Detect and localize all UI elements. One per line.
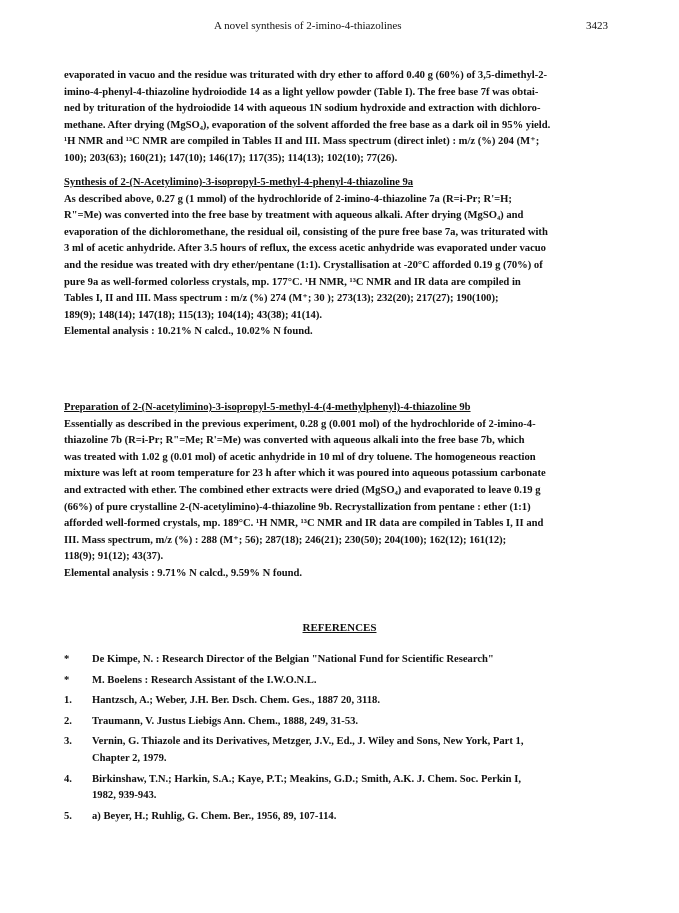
text-line: 3 ml of acetic anhydride. After 3.5 hours of reflux, the excess acetic anhydride was evaporated under vacuo: [64, 243, 546, 255]
reference-marker: 4.: [64, 773, 72, 785]
text-line: evaporated in vacuo and the residue was triturated with dry ether to afford 0.40 g (60%) of 3,5-dimethyl-2-: [64, 70, 548, 81]
running-head: [0, 20, 679, 36]
reference-marker: *: [64, 654, 70, 665]
page-number: 3423: [586, 20, 608, 32]
reference-text: Traumann, V. Justus Liebigs Ann. Chem., 1888, 249, 31-53.: [92, 715, 359, 727]
text-line: Tables I, II and III. Mass spectrum : m/z (%) 274 (M⁺; 30 ); 273(13); 232(20); 217(27); 190(100);: [64, 293, 499, 305]
reference-item: [64, 734, 624, 767]
experimental-paragraph-7f: [64, 68, 619, 168]
text-line: 100); 203(63); 160(21); 147(10); 146(17); 117(35); 114(13); 102(10); 77(26).: [64, 152, 398, 164]
text-line: Elemental analysis : 10.21% N calcd., 10.02% N found.: [64, 326, 313, 338]
reference-item: [64, 693, 624, 710]
reference-item: [64, 673, 624, 690]
reference-text: Birkinshaw, T.N.; Harkin, S.A.; Kaye, P.T.; Meakins, G.D.; Smith, A.K. J. Chem. Soc. Perkin I,: [92, 773, 521, 785]
text-line: imino-4-phenyl-4-thiazoline hydroiodide 14 as a light yellow powder (Table I). The free base 7f was obtai-: [64, 86, 539, 98]
text-line: and the residue was treated with dry ether/pentane (1:1). Crystallisation at -20°C afforded 0.19 g (70%) of: [64, 259, 543, 271]
reference-marker: 1.: [64, 695, 72, 707]
references-list: [64, 652, 624, 829]
section-preparation-9b: [64, 400, 619, 583]
reference-marker: 2.: [64, 715, 72, 727]
reference-text-continued: 1982, 939-943.: [92, 790, 157, 802]
reference-item: [64, 714, 624, 731]
section-heading: Synthesis of 2-(N-Acetylimino)-3-isopropyl-5-methyl-4-phenyl-4-thiazoline 9a: [64, 177, 414, 188]
reference-text-continued: Chapter 2, 1979.: [92, 752, 167, 764]
text-line: III. Mass spectrum, m/z (%) : 288 (M⁺; 56); 287(18); 246(21); 230(50); 204(100); 162(12); 161(12);: [64, 534, 507, 546]
reference-item: [64, 809, 624, 826]
reference-text: Vernin, G. Thiazole and its Derivatives, Metzger, J.V., Ed., J. Wiley and Sons, New York, Part 1,: [92, 736, 524, 748]
reference-marker: 3.: [64, 736, 72, 748]
reference-text: a) Beyer, H.; Ruhlig, G. Chem. Ber., 1956, 89, 107-114.: [92, 810, 337, 822]
text-line: As described above, 0.27 g (1 mmol) of the hydrochloride of 2-imino-4-thiazoline 7a (R=i-Pr; R'=H;: [64, 193, 512, 205]
reference-item: [64, 772, 624, 805]
text-line: ¹H NMR and ¹³C NMR are compiled in Tables II and III. Mass spectrum (direct inlet) : m/z (%) 204 (M⁺;: [64, 136, 540, 148]
text-line: R"=Me) was converted into the free base by treatment with aqueous alkali. After drying (MgSO₄) and: [64, 210, 524, 222]
text-line: mixture was left at room temperature for 23 h after which it was poured into aqueous potassium carbonate: [64, 468, 546, 480]
reference-text: De Kimpe, N. : Research Director of the Belgian "National Fund for Scientific Research": [92, 654, 494, 665]
text-line: methane. After drying (MgSO₄), evaporation of the solvent afforded the free base as a dark oil in 95% yield.: [64, 119, 551, 131]
section-synthesis-9a: [64, 175, 619, 341]
reference-item: [64, 652, 624, 669]
text-line: Elemental analysis : 9.71% N calcd., 9.59% N found.: [64, 567, 303, 579]
section-heading: Preparation of 2-(N-acetylimino)-3-isopropyl-5-methyl-4-(4-methylphenyl)-4-thiazoline 9b: [64, 402, 471, 413]
reference-marker: 5.: [64, 810, 72, 822]
reference-text: Hantzsch, A.; Weber, J.H. Ber. Dsch. Chem. Ges., 1887 20, 3118.: [92, 695, 380, 707]
running-head-title: A novel synthesis of 2-imino-4-thiazolines: [214, 20, 402, 32]
text-line: and extracted with ether. The combined ether extracts were dried (MgSO₄) and evaporated to leave 0.19 g: [64, 484, 541, 496]
text-line: (66%) of pure crystalline 2-(N-acetylimino)-4-thiazoline 9b. Recrystallization from pentane : ether (1:1): [64, 501, 531, 513]
text-line: afforded well-formed crystals, mp. 189°C. ¹H NMR, ¹³C NMR and IR data are compiled in Tables I, II and: [64, 518, 544, 530]
text-line: was treated with 1.02 g (0.01 mol) of acetic anhydride in 10 ml of dry toluene. The homogeneous reaction: [64, 451, 536, 463]
text-line: pure 9a as well-formed colorless crystals, mp. 177°C. ¹H NMR, ¹³C NMR and IR data are compiled in: [64, 276, 521, 288]
references-heading: REFERENCES: [302, 622, 377, 634]
text-line: ned by trituration of the hydroiodide 14 with aqueous 1N sodium hydroxide and extraction with dichloro-: [64, 103, 541, 115]
reference-marker: *: [64, 674, 70, 686]
text-line: thiazoline 7b (R=i-Pr; R"=Me; R'=Me) was converted with aqueous alkali into the free base 7b, which: [64, 435, 525, 447]
text-line: 189(9); 148(14); 147(18); 115(13); 104(14); 43(38); 41(14).: [64, 309, 323, 321]
text-line: evaporation of the dichloromethane, the residual oil, consisting of the pure free base 7a, was triturated with: [64, 226, 548, 238]
reference-text: M. Boelens : Research Assistant of the I.W.O.N.L.: [92, 674, 317, 686]
text-line: Essentially as described in the previous experiment, 0.28 g (0.001 mol) of the hydrochloride of 2-imino-4-: [64, 418, 536, 430]
text-line: 118(9); 91(12); 43(37).: [64, 551, 164, 563]
